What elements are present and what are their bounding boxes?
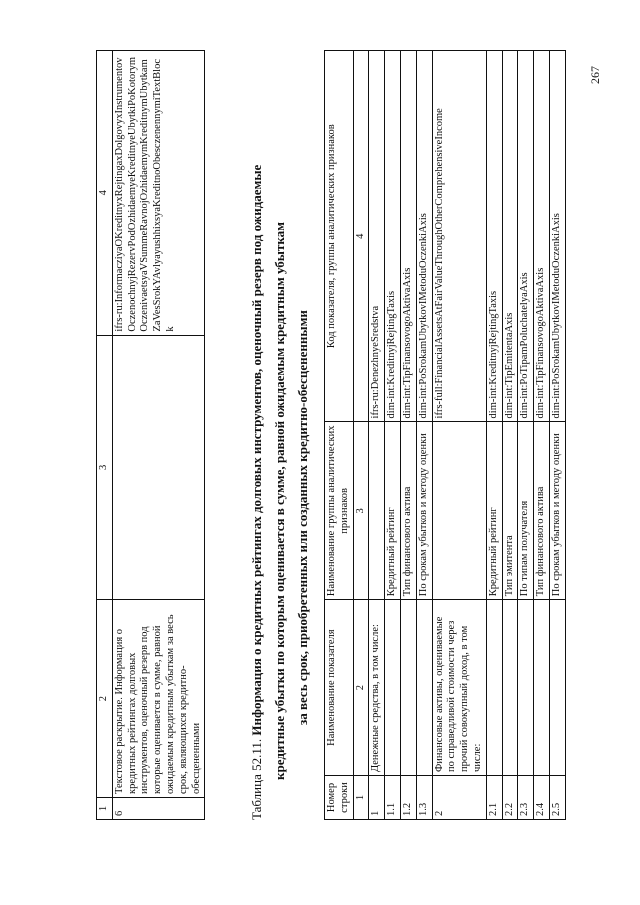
row-number: 1.2 <box>400 776 416 820</box>
col-number: 3 <box>97 335 113 600</box>
col-number: 2 <box>353 600 369 776</box>
table-title-line-2: кредитные убытки по которым оценивается в сумме, равной ожидаемым кредитным убыткам <box>271 222 287 780</box>
page-number: 267 <box>588 66 602 84</box>
row-number: 2.4 <box>534 776 550 820</box>
indicator-name <box>518 600 534 776</box>
indicator-name <box>502 600 518 776</box>
table-row <box>369 51 385 820</box>
row-number: 2.3 <box>518 776 534 820</box>
group-name: По срокам убытков и методу оценки <box>549 422 565 600</box>
table-title-line-1: Информация о кредитных рейтингах долговых инструментов, оценочный резерв под ожидаемые <box>249 164 264 736</box>
indicator-code: ifrs-ru:DenezhnyeSredstva <box>369 51 385 422</box>
indicator-name <box>549 600 565 776</box>
continuation-table <box>96 50 205 820</box>
row-number: 1.1 <box>385 776 401 820</box>
indicator-code: dim-int:PoTipamPoluchatelyaAxis <box>518 51 534 422</box>
table-header <box>325 51 354 820</box>
group-name: По типам получателя <box>518 422 534 600</box>
indicator-code: dim-int:TipFinansovogoAktivaAxis <box>534 51 550 422</box>
col-number: 2 <box>97 600 113 798</box>
col-number: 4 <box>353 51 369 422</box>
header-code: Код показателя, группы аналитических признаков <box>325 51 354 422</box>
row-number: 2.1 <box>486 776 502 820</box>
header-row-number: Номер строки <box>325 776 354 820</box>
table-caption <box>246 50 314 820</box>
table-row <box>518 51 534 820</box>
indicator-code: ifrs-ru:InformacziyaOKreditnyxRejtingaxDolgovyxInstrumentovOczenochnyjRezervPodOzhidaemyeKreditnyeUbytkiPoKotorymOczenivaetsyaVSummeRavnojOzhidaemymKreditnymUbytkamZaVesSrokYAvlyayushhixsyaKreditnoObesczenennymiTextBlock <box>112 51 205 336</box>
row-number: 2.2 <box>502 776 518 820</box>
table-row <box>486 51 502 820</box>
col-number: 4 <box>97 51 113 336</box>
group-name: Тип финансового актива <box>400 422 416 600</box>
table-row <box>432 51 486 820</box>
indicator-name: Денежные средства, в том числе: <box>369 600 385 776</box>
indicator-code: dim-int:PoSrokamUbytkovIMetoduOczenkiAxis <box>549 51 565 422</box>
table-row <box>534 51 550 820</box>
table-label: Таблица 52.11. <box>249 738 264 820</box>
row-number: 2 <box>432 776 486 820</box>
indicator-name <box>385 600 401 776</box>
table-row <box>549 51 565 820</box>
table-row <box>112 51 205 820</box>
group-name: Кредитный рейтинг <box>385 422 401 600</box>
header-group-name: Наименование группы аналитических признаков <box>325 422 354 600</box>
group-name <box>432 422 486 600</box>
indicator-code: dim-int:PoSrokamUbytkovIMetoduOczenkiAxis <box>416 51 432 422</box>
indicator-name: Текстовое раскрытие. Информация о кредитных рейтингах долговых инструментов, оценочный резерв под которые оценивается в сумме, равной ожидаемым кредитным убыткам за весь срок, являющихся кредитно-обесцененными <box>112 600 205 798</box>
indicator-code: dim-int:KreditnyjRejtingTaxis <box>385 51 401 422</box>
indicator-code: ifrs-full:FinancialAssetsAtFairValueThroughOtherComprehensiveIncome <box>432 51 486 422</box>
indicator-code: dim-int:KreditnyjRejtingTaxis <box>486 51 502 422</box>
indicator-name <box>534 600 550 776</box>
indicator-name <box>486 600 502 776</box>
table-row <box>400 51 416 820</box>
indicator-name <box>416 600 432 776</box>
group-name <box>369 422 385 600</box>
col-number: 3 <box>353 422 369 600</box>
rotated-page-content <box>96 50 562 820</box>
row-number: 1 <box>369 776 385 820</box>
row-number: 1.3 <box>416 776 432 820</box>
col-number: 1 <box>97 798 113 820</box>
group-name: Кредитный рейтинг <box>486 422 502 600</box>
indicator-name: Финансовые активы, оцениваемые по справедливой стоимости через прочий совокупный доход, в том числе: <box>432 600 486 776</box>
table-row <box>385 51 401 820</box>
table-column-numbers <box>97 51 113 820</box>
group-name <box>112 335 205 600</box>
group-name: Тип эмитента <box>502 422 518 600</box>
table-row <box>502 51 518 820</box>
indicator-code: dim-int:TipEmitentaAxis <box>502 51 518 422</box>
group-name: Тип финансового актива <box>534 422 550 600</box>
table-row <box>416 51 432 820</box>
table-column-numbers <box>353 51 369 820</box>
main-table <box>324 50 566 820</box>
group-name: По срокам убытков и методу оценки <box>416 422 432 600</box>
row-number: 2.5 <box>549 776 565 820</box>
indicator-code: dim-int:TipFinansovogoAktivaAxis <box>400 51 416 422</box>
table-title-line-3: за весь срок, приобретенных или созданных кредитно-обесцененными <box>294 310 310 725</box>
header-indicator-name: Наименование показателя <box>325 600 354 776</box>
col-number: 1 <box>353 776 369 820</box>
indicator-name <box>400 600 416 776</box>
row-number: 6 <box>112 798 205 820</box>
